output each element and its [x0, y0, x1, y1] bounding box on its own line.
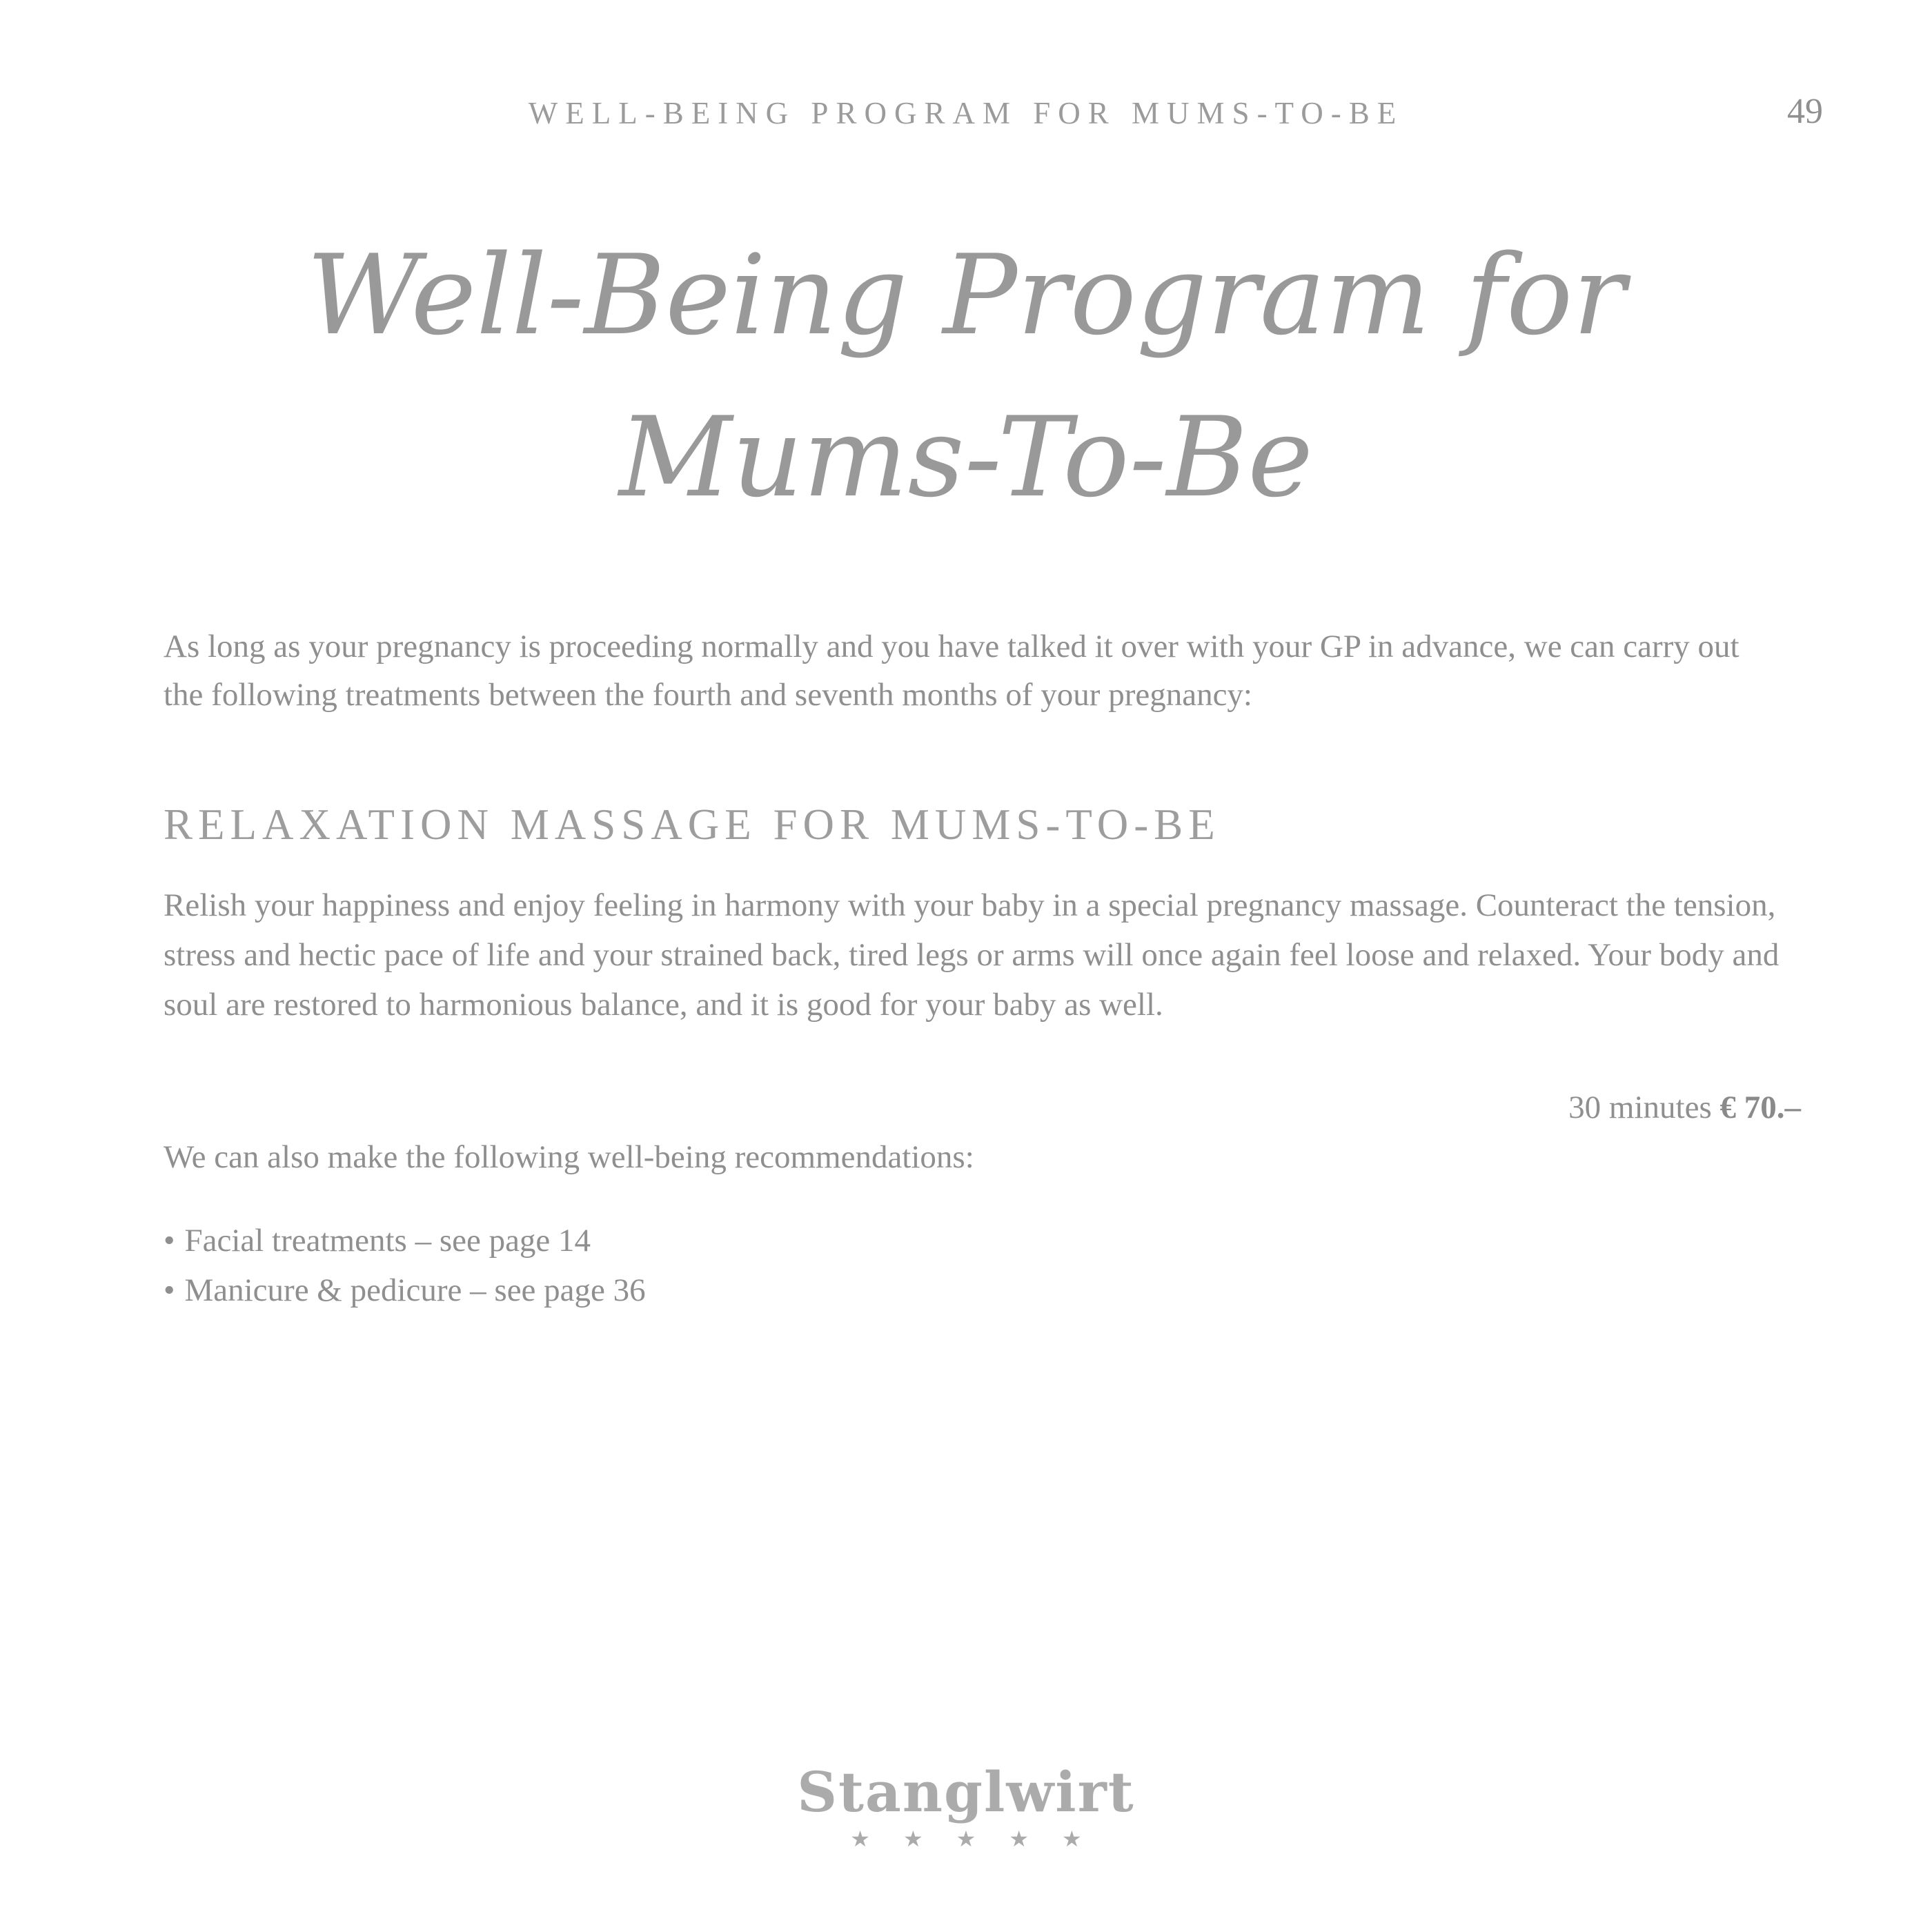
duration-label: 30 minutes: [1568, 1090, 1712, 1125]
main-content: [164, 622, 1801, 1315]
stanglwirt-logo: Stanglwirt: [797, 1759, 1135, 1824]
bullet-icon: •: [164, 1223, 175, 1259]
page-number: 49: [1787, 92, 1823, 131]
intro-paragraph: As long as your pregnancy is proceeding normally and you have talked it over with your GP in advance, we can carry out the following treatments between the fourth and seventh months of your pregnancy:: [164, 629, 1739, 713]
recommendations-intro: We can also make the following well-being recommendations:: [164, 1139, 974, 1175]
footer: [0, 1761, 1932, 1852]
list-item: [164, 1265, 1801, 1315]
section-heading: RELAXATION MASSAGE FOR MUMS-TO-BE: [164, 800, 1221, 849]
list-item: [164, 1216, 1801, 1265]
recommendation-label: Manicure & pedicure – see page 36: [184, 1272, 646, 1308]
recommendations-list: [164, 1216, 1801, 1315]
price-line: [164, 1083, 1801, 1132]
section-paragraph: Relish your happiness and enjoy feeling in harmony with your baby in a special pregnancy massage. Counteract the tension, stress and hectic pace of life and your strained back, tired legs or arms will once again feel loose and relaxed. Your body and soul are restored to harmonious balance, and it is good for your baby as well.: [164, 887, 1780, 1023]
recommendation-label: Facial treatments – see page 14: [184, 1223, 591, 1259]
page-title-line1: Well-Being Program for: [306, 230, 1626, 359]
running-head: WELL-BEING PROGRAM FOR MUMS-TO-BE: [528, 96, 1404, 130]
bullet-icon: •: [164, 1272, 175, 1308]
price-value: € 70.–: [1719, 1090, 1801, 1125]
page-title: [0, 214, 1932, 538]
page-title-line2: Mums-To-Be: [618, 393, 1313, 522]
five-stars-icon: ★ ★ ★ ★ ★: [850, 1826, 1096, 1851]
